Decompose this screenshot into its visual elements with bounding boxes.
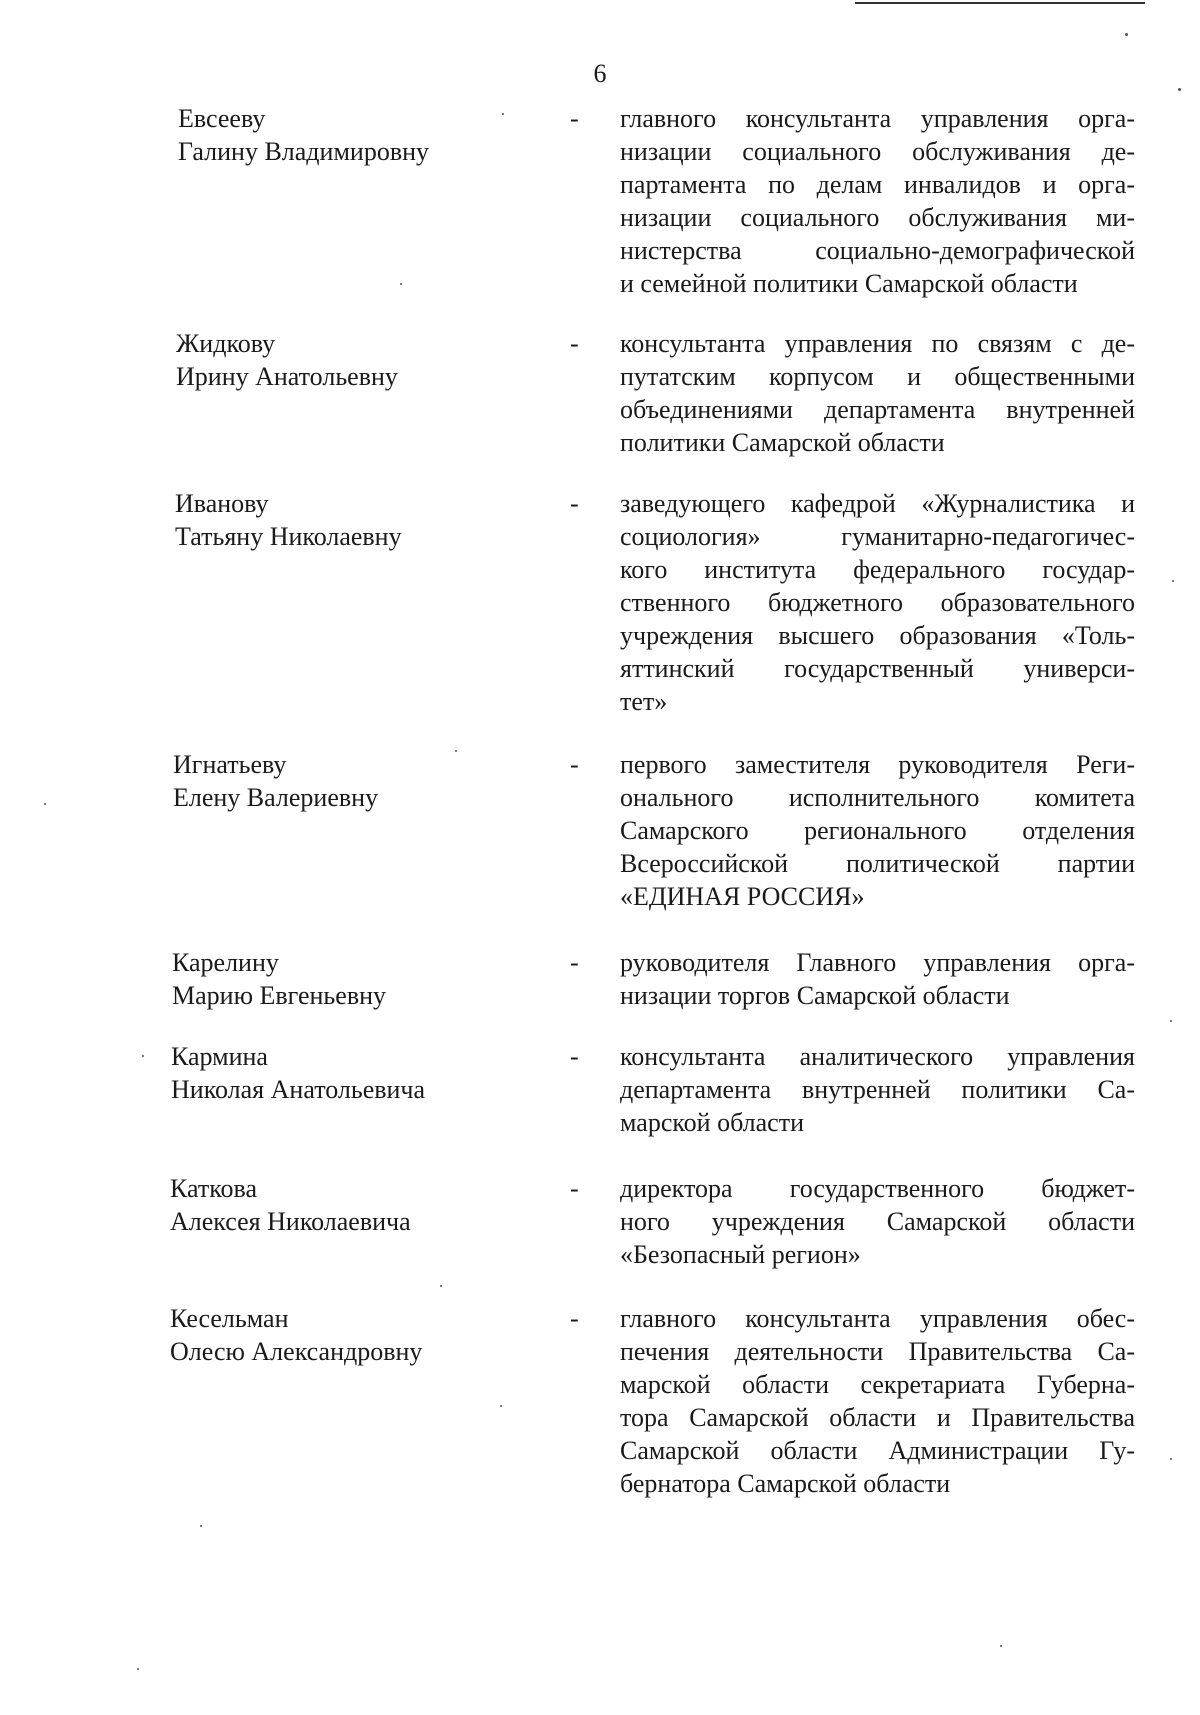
position-line: тора Самарской области и Правительства	[620, 1403, 1135, 1432]
position-line: учреждения высшего образования «Толь-	[620, 621, 1135, 650]
scan-speck	[500, 1405, 502, 1407]
position-line: кого института федерального государ-	[620, 555, 1135, 584]
appointee-name	[170, 1302, 590, 1368]
position-line: путатским корпусом и общественными	[620, 362, 1135, 391]
appointee-given-names: Алексея Николаевича	[170, 1207, 411, 1236]
position-line: нистерства социально-демографической	[620, 236, 1135, 265]
position-line: онального исполнительного комитета	[620, 783, 1135, 812]
position-line: ственного бюджетного образовательного	[620, 588, 1135, 617]
scan-speck	[137, 1668, 139, 1670]
scan-speck	[440, 1285, 442, 1287]
position-line: тет»	[620, 687, 668, 716]
appointee-given-names: Галину Владимировну	[178, 137, 430, 166]
scan-speck	[44, 803, 46, 805]
appointee-name	[170, 1172, 590, 1238]
appointee-name	[173, 748, 593, 814]
appointee-surname: Иванову	[175, 489, 269, 518]
appointee-name	[175, 487, 595, 553]
appointee-given-names: Ирину Анатольевну	[176, 362, 398, 391]
position-line: Всероссийской политической партии	[620, 849, 1135, 878]
position-line: низации социального обслуживания де-	[620, 137, 1135, 166]
appointee-position	[620, 102, 1135, 300]
scan-speck	[1125, 33, 1128, 36]
appointee-surname: Жидкову	[176, 329, 276, 358]
scan-speck	[142, 1055, 144, 1057]
appointee-given-names: Татьяну Николаевну	[175, 522, 402, 551]
scan-speck	[400, 283, 402, 285]
entry-dash: -	[570, 1304, 579, 1333]
position-line: «ЕДИНАЯ РОССИЯ»	[620, 882, 865, 911]
scan-speck	[1178, 88, 1181, 91]
position-line: яттинский государственный универси-	[620, 654, 1135, 683]
entry-dash: -	[570, 1174, 579, 1203]
position-line: политики Самарской области	[620, 428, 945, 457]
appointee-position	[620, 1040, 1135, 1139]
appointee-name	[171, 1040, 591, 1106]
appointee-position	[620, 1302, 1135, 1500]
scan-speck	[1170, 1020, 1172, 1022]
appointee-name	[176, 327, 596, 393]
scan-speck	[1000, 1645, 1002, 1647]
page-number: 6	[593, 59, 607, 88]
position-line: Самарской области Администрации Гу-	[620, 1436, 1135, 1465]
position-line: социология» гуманитарно-педагогичес-	[620, 522, 1135, 551]
scan-speck	[1172, 580, 1174, 582]
entry-dash: -	[570, 489, 579, 518]
top-rule	[855, 2, 1145, 4]
appointee-surname: Каткова	[170, 1174, 258, 1203]
appointee-surname: Игнатьеву	[173, 750, 287, 779]
position-line: департамента внутренней политики Са-	[620, 1075, 1135, 1104]
position-line: главного консультанта управления орга-	[620, 104, 1135, 133]
position-line: консультанта управления по связям с де-	[620, 329, 1135, 358]
position-line: марской области	[620, 1108, 804, 1137]
appointee-surname: Кармина	[171, 1042, 268, 1071]
position-line: Самарского регионального отделения	[620, 816, 1135, 845]
appointee-position	[620, 748, 1135, 913]
position-line: низации социального обслуживания ми-	[620, 203, 1135, 232]
entry-dash: -	[570, 750, 579, 779]
appointee-position	[620, 946, 1135, 1012]
position-line: директора государственного бюджет-	[620, 1174, 1135, 1203]
appointee-position	[620, 487, 1135, 718]
position-line: «Безопасный регион»	[620, 1240, 861, 1269]
entry-dash: -	[570, 1042, 579, 1071]
scan-speck	[1170, 1458, 1172, 1460]
entry-dash: -	[570, 329, 579, 358]
appointee-given-names: Марию Евгеньевну	[172, 981, 387, 1010]
appointee-given-names: Олесю Александровну	[170, 1337, 423, 1366]
entry-dash: -	[570, 948, 579, 977]
appointee-surname: Карелину	[172, 948, 279, 977]
appointee-surname: Кесельман	[170, 1304, 289, 1333]
position-line: низации торгов Самарской области	[620, 981, 1010, 1010]
position-line: партамента по делам инвалидов и орга-	[620, 170, 1135, 199]
position-line: бернатора Самарской области	[620, 1469, 951, 1498]
scan-speck	[200, 1525, 202, 1527]
position-line: марской области секретариата Губерна-	[620, 1370, 1135, 1399]
appointee-surname: Евсееву	[178, 104, 266, 133]
scan-speck	[502, 113, 504, 115]
appointee-given-names: Николая Анатольевича	[171, 1075, 426, 1104]
position-line: и семейной политики Самарской области	[620, 269, 1078, 298]
appointee-name	[178, 102, 598, 168]
appointee-position	[620, 1172, 1135, 1271]
position-line: руководителя Главного управления орга-	[620, 948, 1135, 977]
position-line: объединениями департамента внутренней	[620, 395, 1135, 424]
position-line: заведующего кафедрой «Журналистика и	[620, 489, 1135, 518]
position-line: первого заместителя руководителя Реги-	[620, 750, 1135, 779]
appointee-given-names: Елену Валериевну	[173, 783, 379, 812]
position-line: консультанта аналитического управления	[620, 1042, 1135, 1071]
position-line: ного учреждения Самарской области	[620, 1207, 1135, 1236]
scan-speck	[455, 750, 457, 752]
appointee-position	[620, 327, 1135, 459]
position-line: печения деятельности Правительства Са-	[620, 1337, 1135, 1366]
appointee-name	[172, 946, 592, 1012]
position-line: главного консультанта управления обес-	[620, 1304, 1135, 1333]
entry-dash: -	[570, 104, 579, 133]
